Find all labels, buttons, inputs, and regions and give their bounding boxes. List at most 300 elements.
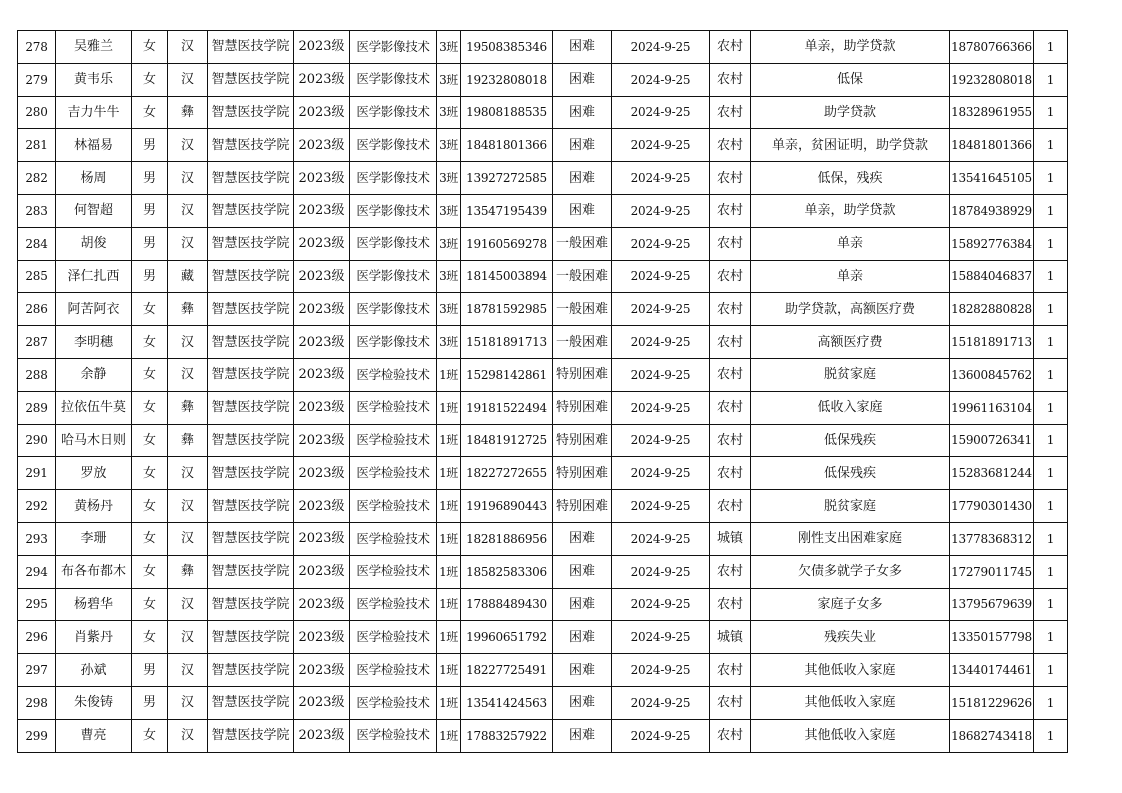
- cell-major: 医学影像技术: [350, 129, 437, 162]
- cell-grade: 2023级: [294, 621, 350, 654]
- cell-class: 3班: [437, 63, 461, 96]
- cell-college: 智慧医技学院: [208, 686, 294, 719]
- table-row: [18, 654, 1068, 687]
- cell-residence: 农村: [710, 293, 751, 326]
- cell-college: 智慧医技学院: [208, 194, 294, 227]
- cell-ethnicity: 汉: [168, 358, 208, 391]
- cell-contact-phone: 18784938929: [950, 194, 1034, 227]
- cell-row-number: 292: [18, 490, 56, 523]
- cell-major: 医学影像技术: [350, 227, 437, 260]
- cell-phone: 19960651792: [461, 621, 553, 654]
- cell-row-number: 293: [18, 522, 56, 555]
- cell-row-number: 294: [18, 555, 56, 588]
- cell-reason: 刚性支出困难家庭: [751, 522, 950, 555]
- cell-major: 医学检验技术: [350, 522, 437, 555]
- cell-reason: 低保残疾: [751, 424, 950, 457]
- cell-difficulty-level: 特别困难: [553, 391, 612, 424]
- cell-reason: 高额医疗费: [751, 326, 950, 359]
- cell-date: 2024-9-25: [612, 654, 710, 687]
- cell-ethnicity: 汉: [168, 326, 208, 359]
- cell-count: 1: [1034, 63, 1068, 96]
- cell-ethnicity: 彝: [168, 96, 208, 129]
- cell-student-name: 曹亮: [56, 719, 132, 752]
- table-row: [18, 621, 1068, 654]
- table-row: [18, 227, 1068, 260]
- cell-gender: 女: [132, 522, 168, 555]
- cell-gender: 女: [132, 358, 168, 391]
- cell-grade: 2023级: [294, 260, 350, 293]
- cell-reason: 助学贷款: [751, 96, 950, 129]
- cell-college: 智慧医技学院: [208, 63, 294, 96]
- cell-difficulty-level: 特别困难: [553, 490, 612, 523]
- cell-major: 医学影像技术: [350, 326, 437, 359]
- cell-student-name: 哈马木日则: [56, 424, 132, 457]
- cell-residence: 农村: [710, 654, 751, 687]
- cell-major: 医学影像技术: [350, 162, 437, 195]
- table-row: [18, 162, 1068, 195]
- table-row: [18, 31, 1068, 64]
- cell-phone: 18281886956: [461, 522, 553, 555]
- cell-row-number: 282: [18, 162, 56, 195]
- cell-count: 1: [1034, 457, 1068, 490]
- cell-gender: 女: [132, 621, 168, 654]
- cell-ethnicity: 彝: [168, 391, 208, 424]
- cell-phone: 19232808018: [461, 63, 553, 96]
- cell-difficulty-level: 困难: [553, 31, 612, 64]
- cell-grade: 2023级: [294, 129, 350, 162]
- cell-date: 2024-9-25: [612, 490, 710, 523]
- cell-phone: 13927272585: [461, 162, 553, 195]
- cell-residence: 农村: [710, 457, 751, 490]
- cell-difficulty-level: 特别困难: [553, 457, 612, 490]
- cell-contact-phone: 19232808018: [950, 63, 1034, 96]
- cell-phone: 19508385346: [461, 31, 553, 64]
- cell-reason: 低保残疾: [751, 457, 950, 490]
- cell-row-number: 299: [18, 719, 56, 752]
- table-row: [18, 129, 1068, 162]
- cell-difficulty-level: 困难: [553, 555, 612, 588]
- cell-class: 1班: [437, 654, 461, 687]
- table-body: [18, 31, 1068, 753]
- cell-contact-phone: 13795679639: [950, 588, 1034, 621]
- cell-row-number: 281: [18, 129, 56, 162]
- cell-date: 2024-9-25: [612, 227, 710, 260]
- cell-contact-phone: 15283681244: [950, 457, 1034, 490]
- cell-reason: 低收入家庭: [751, 391, 950, 424]
- cell-student-name: 吉力牛牛: [56, 96, 132, 129]
- cell-student-name: 罗放: [56, 457, 132, 490]
- cell-contact-phone: 17279011745: [950, 555, 1034, 588]
- cell-count: 1: [1034, 719, 1068, 752]
- cell-reason: 其他低收入家庭: [751, 654, 950, 687]
- cell-college: 智慧医技学院: [208, 522, 294, 555]
- cell-contact-phone: 13600845762: [950, 358, 1034, 391]
- cell-reason: 低保: [751, 63, 950, 96]
- cell-count: 1: [1034, 358, 1068, 391]
- cell-reason: 单亲: [751, 260, 950, 293]
- cell-ethnicity: 汉: [168, 129, 208, 162]
- cell-reason: 家庭子女多: [751, 588, 950, 621]
- table-row: [18, 293, 1068, 326]
- cell-phone: 15298142861: [461, 358, 553, 391]
- cell-grade: 2023级: [294, 654, 350, 687]
- cell-class: 1班: [437, 588, 461, 621]
- cell-grade: 2023级: [294, 457, 350, 490]
- table-row: [18, 194, 1068, 227]
- cell-student-name: 泽仁扎西: [56, 260, 132, 293]
- cell-class: 3班: [437, 162, 461, 195]
- cell-phone: 17888489430: [461, 588, 553, 621]
- cell-contact-phone: 13778368312: [950, 522, 1034, 555]
- cell-class: 3班: [437, 31, 461, 64]
- cell-ethnicity: 汉: [168, 686, 208, 719]
- cell-difficulty-level: 困难: [553, 194, 612, 227]
- cell-residence: 农村: [710, 63, 751, 96]
- cell-difficulty-level: 困难: [553, 588, 612, 621]
- cell-reason: 单亲，助学贷款: [751, 194, 950, 227]
- cell-class: 3班: [437, 260, 461, 293]
- cell-date: 2024-9-25: [612, 391, 710, 424]
- cell-ethnicity: 彝: [168, 424, 208, 457]
- cell-student-name: 李珊: [56, 522, 132, 555]
- cell-date: 2024-9-25: [612, 588, 710, 621]
- cell-student-name: 阿苦阿衣: [56, 293, 132, 326]
- cell-college: 智慧医技学院: [208, 358, 294, 391]
- cell-count: 1: [1034, 129, 1068, 162]
- cell-college: 智慧医技学院: [208, 96, 294, 129]
- cell-ethnicity: 汉: [168, 654, 208, 687]
- cell-grade: 2023级: [294, 326, 350, 359]
- cell-residence: 城镇: [710, 522, 751, 555]
- cell-class: 1班: [437, 686, 461, 719]
- cell-major: 医学检验技术: [350, 686, 437, 719]
- cell-college: 智慧医技学院: [208, 129, 294, 162]
- cell-difficulty-level: 困难: [553, 96, 612, 129]
- cell-residence: 农村: [710, 260, 751, 293]
- cell-gender: 男: [132, 654, 168, 687]
- cell-count: 1: [1034, 686, 1068, 719]
- cell-count: 1: [1034, 260, 1068, 293]
- cell-student-name: 拉依伍牛莫: [56, 391, 132, 424]
- cell-major: 医学检验技术: [350, 588, 437, 621]
- cell-major: 医学检验技术: [350, 654, 437, 687]
- cell-date: 2024-9-25: [612, 31, 710, 64]
- cell-class: 3班: [437, 326, 461, 359]
- cell-phone: 19196890443: [461, 490, 553, 523]
- cell-gender: 男: [132, 194, 168, 227]
- cell-date: 2024-9-25: [612, 522, 710, 555]
- cell-major: 医学影像技术: [350, 194, 437, 227]
- cell-residence: 农村: [710, 424, 751, 457]
- cell-contact-phone: 15892776384: [950, 227, 1034, 260]
- cell-difficulty-level: 一般困难: [553, 260, 612, 293]
- cell-count: 1: [1034, 326, 1068, 359]
- cell-contact-phone: 18682743418: [950, 719, 1034, 752]
- cell-row-number: 288: [18, 358, 56, 391]
- cell-phone: 15181891713: [461, 326, 553, 359]
- cell-contact-phone: 18282880828: [950, 293, 1034, 326]
- table-row: [18, 588, 1068, 621]
- cell-date: 2024-9-25: [612, 326, 710, 359]
- cell-gender: 男: [132, 129, 168, 162]
- cell-difficulty-level: 一般困难: [553, 326, 612, 359]
- cell-date: 2024-9-25: [612, 457, 710, 490]
- cell-student-name: 胡俊: [56, 227, 132, 260]
- cell-gender: 男: [132, 260, 168, 293]
- cell-ethnicity: 彝: [168, 293, 208, 326]
- cell-college: 智慧医技学院: [208, 588, 294, 621]
- cell-reason: 单亲: [751, 227, 950, 260]
- cell-difficulty-level: 一般困难: [553, 293, 612, 326]
- cell-date: 2024-9-25: [612, 194, 710, 227]
- cell-date: 2024-9-25: [612, 424, 710, 457]
- cell-count: 1: [1034, 490, 1068, 523]
- cell-student-name: 杨碧华: [56, 588, 132, 621]
- table-row: [18, 96, 1068, 129]
- cell-major: 医学检验技术: [350, 424, 437, 457]
- cell-college: 智慧医技学院: [208, 555, 294, 588]
- table-row: [18, 424, 1068, 457]
- cell-reason: 脱贫家庭: [751, 358, 950, 391]
- cell-contact-phone: 15181891713: [950, 326, 1034, 359]
- cell-gender: 女: [132, 96, 168, 129]
- cell-date: 2024-9-25: [612, 260, 710, 293]
- cell-difficulty-level: 困难: [553, 522, 612, 555]
- cell-date: 2024-9-25: [612, 621, 710, 654]
- cell-major: 医学影像技术: [350, 31, 437, 64]
- cell-row-number: 286: [18, 293, 56, 326]
- cell-row-number: 280: [18, 96, 56, 129]
- cell-class: 1班: [437, 490, 461, 523]
- cell-class: 3班: [437, 293, 461, 326]
- cell-row-number: 297: [18, 654, 56, 687]
- cell-grade: 2023级: [294, 162, 350, 195]
- cell-contact-phone: 17790301430: [950, 490, 1034, 523]
- cell-date: 2024-9-25: [612, 293, 710, 326]
- cell-contact-phone: 18481801366: [950, 129, 1034, 162]
- table-row: [18, 555, 1068, 588]
- cell-major: 医学影像技术: [350, 260, 437, 293]
- cell-student-name: 布各布都木: [56, 555, 132, 588]
- cell-college: 智慧医技学院: [208, 227, 294, 260]
- cell-phone: 18227272655: [461, 457, 553, 490]
- cell-college: 智慧医技学院: [208, 457, 294, 490]
- cell-reason: 低保，残疾: [751, 162, 950, 195]
- cell-date: 2024-9-25: [612, 358, 710, 391]
- cell-residence: 农村: [710, 686, 751, 719]
- cell-grade: 2023级: [294, 227, 350, 260]
- cell-row-number: 285: [18, 260, 56, 293]
- cell-grade: 2023级: [294, 555, 350, 588]
- cell-class: 3班: [437, 194, 461, 227]
- cell-difficulty-level: 特别困难: [553, 424, 612, 457]
- cell-major: 医学检验技术: [350, 391, 437, 424]
- cell-phone: 17883257922: [461, 719, 553, 752]
- cell-gender: 女: [132, 555, 168, 588]
- cell-reason: 脱贫家庭: [751, 490, 950, 523]
- cell-reason: 欠债多就学子女多: [751, 555, 950, 588]
- cell-residence: 农村: [710, 194, 751, 227]
- table-row: [18, 490, 1068, 523]
- cell-phone: 13541424563: [461, 686, 553, 719]
- cell-difficulty-level: 特别困难: [553, 358, 612, 391]
- cell-grade: 2023级: [294, 424, 350, 457]
- cell-residence: 农村: [710, 719, 751, 752]
- cell-gender: 女: [132, 588, 168, 621]
- cell-residence: 农村: [710, 391, 751, 424]
- cell-grade: 2023级: [294, 63, 350, 96]
- table-row: [18, 63, 1068, 96]
- cell-class: 1班: [437, 522, 461, 555]
- cell-contact-phone: 13541645105: [950, 162, 1034, 195]
- cell-grade: 2023级: [294, 588, 350, 621]
- cell-student-name: 余静: [56, 358, 132, 391]
- table-row: [18, 358, 1068, 391]
- cell-college: 智慧医技学院: [208, 424, 294, 457]
- cell-class: 1班: [437, 719, 461, 752]
- cell-phone: 18481912725: [461, 424, 553, 457]
- cell-college: 智慧医技学院: [208, 293, 294, 326]
- cell-ethnicity: 汉: [168, 621, 208, 654]
- cell-class: 3班: [437, 96, 461, 129]
- cell-student-name: 肖紫丹: [56, 621, 132, 654]
- cell-class: 3班: [437, 227, 461, 260]
- cell-count: 1: [1034, 424, 1068, 457]
- cell-row-number: 295: [18, 588, 56, 621]
- cell-class: 1班: [437, 424, 461, 457]
- cell-count: 1: [1034, 555, 1068, 588]
- cell-major: 医学检验技术: [350, 490, 437, 523]
- cell-difficulty-level: 困难: [553, 129, 612, 162]
- cell-phone: 19160569278: [461, 227, 553, 260]
- cell-gender: 女: [132, 457, 168, 490]
- cell-contact-phone: 15900726341: [950, 424, 1034, 457]
- cell-ethnicity: 汉: [168, 194, 208, 227]
- table-row: [18, 326, 1068, 359]
- cell-gender: 男: [132, 686, 168, 719]
- cell-reason: 其他低收入家庭: [751, 686, 950, 719]
- cell-student-name: 吴雅兰: [56, 31, 132, 64]
- cell-ethnicity: 藏: [168, 260, 208, 293]
- cell-gender: 女: [132, 719, 168, 752]
- cell-phone: 13547195439: [461, 194, 553, 227]
- cell-class: 1班: [437, 391, 461, 424]
- cell-ethnicity: 汉: [168, 522, 208, 555]
- cell-student-name: 孙斌: [56, 654, 132, 687]
- cell-grade: 2023级: [294, 293, 350, 326]
- cell-major: 医学检验技术: [350, 555, 437, 588]
- cell-gender: 女: [132, 490, 168, 523]
- cell-college: 智慧医技学院: [208, 31, 294, 64]
- cell-count: 1: [1034, 162, 1068, 195]
- cell-ethnicity: 彝: [168, 555, 208, 588]
- cell-ethnicity: 汉: [168, 457, 208, 490]
- cell-grade: 2023级: [294, 522, 350, 555]
- cell-grade: 2023级: [294, 391, 350, 424]
- student-aid-table: [17, 30, 1068, 753]
- cell-count: 1: [1034, 588, 1068, 621]
- cell-contact-phone: 18328961955: [950, 96, 1034, 129]
- cell-student-name: 黄杨丹: [56, 490, 132, 523]
- cell-gender: 女: [132, 326, 168, 359]
- cell-difficulty-level: 困难: [553, 719, 612, 752]
- cell-date: 2024-9-25: [612, 96, 710, 129]
- cell-college: 智慧医技学院: [208, 719, 294, 752]
- cell-count: 1: [1034, 96, 1068, 129]
- cell-date: 2024-9-25: [612, 686, 710, 719]
- cell-count: 1: [1034, 293, 1068, 326]
- cell-major: 医学检验技术: [350, 719, 437, 752]
- cell-residence: 城镇: [710, 621, 751, 654]
- cell-date: 2024-9-25: [612, 162, 710, 195]
- cell-count: 1: [1034, 227, 1068, 260]
- cell-gender: 女: [132, 424, 168, 457]
- cell-college: 智慧医技学院: [208, 654, 294, 687]
- cell-major: 医学影像技术: [350, 96, 437, 129]
- cell-row-number: 289: [18, 391, 56, 424]
- cell-count: 1: [1034, 31, 1068, 64]
- cell-residence: 农村: [710, 490, 751, 523]
- cell-gender: 男: [132, 227, 168, 260]
- cell-college: 智慧医技学院: [208, 326, 294, 359]
- cell-row-number: 287: [18, 326, 56, 359]
- cell-college: 智慧医技学院: [208, 621, 294, 654]
- cell-row-number: 291: [18, 457, 56, 490]
- cell-phone: 18582583306: [461, 555, 553, 588]
- cell-count: 1: [1034, 194, 1068, 227]
- cell-class: 1班: [437, 555, 461, 588]
- cell-reason: 单亲，助学贷款: [751, 31, 950, 64]
- cell-date: 2024-9-25: [612, 63, 710, 96]
- cell-gender: 女: [132, 293, 168, 326]
- cell-grade: 2023级: [294, 96, 350, 129]
- cell-contact-phone: 15181229626: [950, 686, 1034, 719]
- cell-difficulty-level: 困难: [553, 654, 612, 687]
- cell-phone: 18781592985: [461, 293, 553, 326]
- cell-college: 智慧医技学院: [208, 391, 294, 424]
- cell-grade: 2023级: [294, 719, 350, 752]
- cell-phone: 18481801366: [461, 129, 553, 162]
- cell-student-name: 何智超: [56, 194, 132, 227]
- cell-difficulty-level: 困难: [553, 621, 612, 654]
- cell-row-number: 284: [18, 227, 56, 260]
- cell-residence: 农村: [710, 358, 751, 391]
- cell-grade: 2023级: [294, 686, 350, 719]
- cell-phone: 19808188535: [461, 96, 553, 129]
- cell-residence: 农村: [710, 96, 751, 129]
- cell-contact-phone: 18780766366: [950, 31, 1034, 64]
- cell-grade: 2023级: [294, 490, 350, 523]
- cell-major: 医学检验技术: [350, 457, 437, 490]
- cell-contact-phone: 13350157798: [950, 621, 1034, 654]
- cell-residence: 农村: [710, 162, 751, 195]
- cell-date: 2024-9-25: [612, 129, 710, 162]
- cell-reason: 助学贷款，高额医疗费: [751, 293, 950, 326]
- cell-row-number: 283: [18, 194, 56, 227]
- cell-row-number: 279: [18, 63, 56, 96]
- cell-gender: 女: [132, 31, 168, 64]
- cell-phone: 18145003894: [461, 260, 553, 293]
- cell-major: 医学影像技术: [350, 63, 437, 96]
- cell-phone: 19181522494: [461, 391, 553, 424]
- table-row: [18, 686, 1068, 719]
- cell-row-number: 296: [18, 621, 56, 654]
- cell-ethnicity: 汉: [168, 31, 208, 64]
- cell-contact-phone: 15884046837: [950, 260, 1034, 293]
- cell-count: 1: [1034, 391, 1068, 424]
- cell-row-number: 298: [18, 686, 56, 719]
- table-row: [18, 391, 1068, 424]
